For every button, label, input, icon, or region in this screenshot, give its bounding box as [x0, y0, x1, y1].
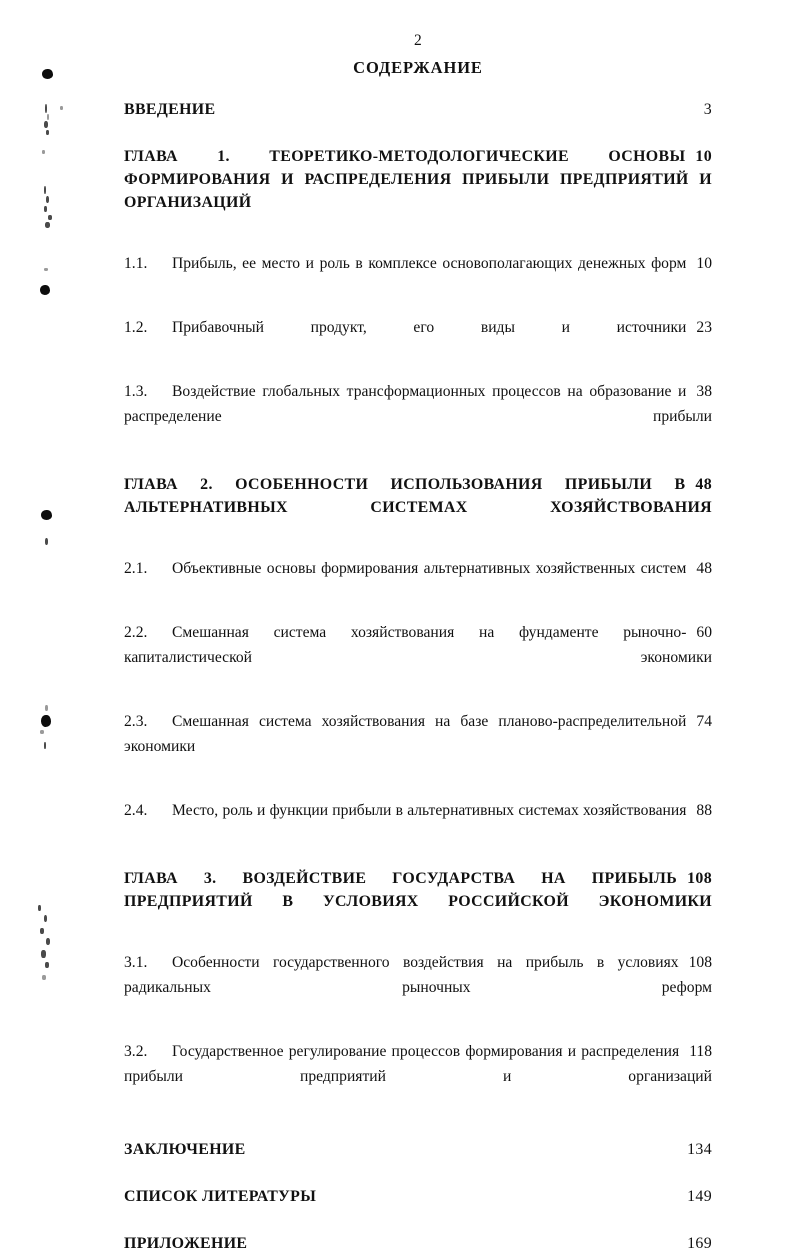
toc-entry-page: 108: [687, 870, 712, 887]
toc-entry-number: 1.2.: [124, 319, 148, 336]
toc-entry-label: Место, роль и функции прибыли в альтернативных системах хозяйствования: [172, 802, 687, 819]
toc-entry-label: ВВЕДЕНИЕ: [124, 101, 216, 118]
scan-artifact-speck: [45, 962, 49, 968]
toc-entry-page: 60: [696, 624, 712, 641]
toc-entry-number: 3.1.: [124, 954, 148, 971]
scan-artifact-blob: [40, 285, 50, 295]
scan-artifact-speck: [41, 950, 46, 958]
toc-entry-bibliography[interactable]: [124, 1185, 712, 1208]
scan-artifact-speck: [48, 215, 52, 220]
page-folio-number: 2: [414, 32, 422, 49]
toc-entry-page: 10: [696, 255, 712, 272]
toc-entry-label: Смешанная система хозяйствования на базе планово-распределительной экономики: [124, 713, 687, 755]
scan-artifact-speck: [44, 186, 46, 194]
scan-artifact-speck: [45, 538, 48, 545]
toc-entry-section-2-2[interactable]: [124, 620, 712, 695]
toc-entry-section-1-1[interactable]: [124, 251, 712, 301]
spacer: [124, 784, 712, 798]
toc-entry-chapter-3[interactable]: [124, 867, 712, 936]
spacer: [124, 606, 712, 620]
spacer: [124, 365, 712, 379]
scan-artifact-blob: [41, 715, 51, 727]
scan-artifact-speck: [45, 222, 50, 228]
toc-entry-conclusion[interactable]: [124, 1138, 712, 1161]
spacer: [124, 1208, 712, 1232]
toc-entry-label: ГЛАВА 2. ОСОБЕННОСТИ ИСПОЛЬЗОВАНИЯ ПРИБЫЛИ В АЛЬТЕРНАТИВНЫХ СИСТЕМАХ ХОЗЯЙСТВОВАНИЯ: [124, 476, 712, 516]
toc-entry-number: 2.3.: [124, 713, 148, 730]
toc-entry-number: 1.3.: [124, 383, 148, 400]
scan-artifact-speck: [46, 196, 49, 203]
scan-artifact-speck: [42, 150, 45, 154]
toc-entry-label: Объективные основы формирования альтернативных хозяйственных систем: [172, 560, 687, 577]
toc-entry-label: Воздействие глобальных трансформационных процессов на образование и распределение прибыли: [124, 383, 712, 425]
scan-artifact-speck: [40, 928, 44, 934]
toc-entry-label: СПИСОК ЛИТЕРАТУРЫ: [124, 1188, 317, 1205]
spacer: [124, 936, 712, 950]
toc-entry-label: ГЛАВА 3. ВОЗДЕЙСТВИЕ ГОСУДАРСТВА НА ПРИБЫЛЬ ПРЕДПРИЯТИЙ В УСЛОВИЯХ РОССИЙСКОЙ ЭКОНОМИКИ: [124, 870, 712, 910]
scan-artifact-speck: [38, 905, 41, 911]
toc-entry-section-3-1[interactable]: [124, 950, 712, 1025]
spacer: [124, 848, 712, 867]
spacer: [124, 542, 712, 556]
toc-entry-page: 88: [696, 802, 712, 819]
toc-entry-page: 48: [696, 560, 712, 577]
spacer: [124, 1114, 712, 1138]
scan-artifact-speck: [45, 705, 48, 711]
toc-entry-label: ЗАКЛЮЧЕНИЕ: [124, 1141, 246, 1158]
scan-artifact-speck: [44, 742, 46, 749]
table-of-contents: [124, 98, 712, 1255]
toc-entry-number: 2.2.: [124, 624, 148, 641]
toc-entry-section-2-3[interactable]: [124, 709, 712, 784]
spacer: [124, 121, 712, 145]
toc-entry-number: 1.1.: [124, 255, 148, 272]
scan-artifact-speck: [44, 121, 48, 128]
toc-entry-section-2-1[interactable]: [124, 556, 712, 606]
toc-entry-page: 169: [687, 1235, 712, 1252]
toc-entry-label: Прибыль, ее место и роль в комплексе основополагающих денежных форм: [172, 255, 687, 272]
spacer: [124, 454, 712, 473]
scan-artifact-speck: [46, 130, 49, 135]
toc-entry-chapter-2[interactable]: [124, 473, 712, 542]
spacer: [124, 1161, 712, 1185]
scan-artifact-speck: [44, 915, 47, 922]
toc-entry-page: 118: [689, 1043, 712, 1060]
toc-entry-label: ГЛАВА 1. ТЕОРЕТИКО-МЕТОДОЛОГИЧЕСКИЕ ОСНОВЫ ФОРМИРОВАНИЯ И РАСПРЕДЕЛЕНИЯ ПРИБЫЛИ ПРЕДПРИЯТИЙ И ОРГАНИЗАЦИЙ: [124, 148, 712, 211]
spacer: [124, 301, 712, 315]
toc-entry-page: 48: [695, 476, 712, 493]
spacer: [124, 695, 712, 709]
scan-artifact-blob: [41, 510, 52, 520]
scan-artifact-speck: [40, 730, 44, 734]
toc-entry-page: 10: [695, 148, 712, 165]
page-title: СОДЕРЖАНИЕ: [353, 58, 483, 77]
toc-entry-label: Особенности государственного воздействия на прибыль в условиях радикальных рыночных реформ: [124, 954, 712, 996]
toc-entry-label: ПРИЛОЖЕНИЕ: [124, 1235, 248, 1252]
spacer: [124, 237, 712, 251]
toc-entry-page: 108: [688, 954, 712, 971]
toc-entry-label: Прибавочный продукт, его виды и источники: [172, 319, 687, 336]
scan-artifact-speck: [45, 104, 47, 113]
toc-entry-page: 149: [687, 1188, 712, 1205]
scan-artifact-speck: [44, 268, 48, 271]
toc-entry-page: 134: [687, 1141, 712, 1158]
scan-artifact-blob: [42, 69, 53, 79]
spacer: [124, 1025, 712, 1039]
toc-entry-introduction[interactable]: [124, 98, 712, 121]
toc-entry-number: 3.2.: [124, 1043, 148, 1060]
toc-entry-number: 2.4.: [124, 802, 148, 819]
toc-entry-number: 2.1.: [124, 560, 148, 577]
toc-entry-label: Смешанная система хозяйствования на фундаменте рыночно-капиталистической экономики: [124, 624, 712, 666]
toc-entry-section-1-2[interactable]: [124, 315, 712, 365]
scan-artifact-speck: [47, 114, 49, 120]
toc-entry-page: 74: [696, 713, 712, 730]
toc-entry-page: 23: [696, 319, 712, 336]
toc-entry-label: Государственное регулирование процессов формирования и распределения прибыли предприятий и организаций: [124, 1043, 712, 1085]
toc-entry-section-1-3[interactable]: [124, 379, 712, 454]
scan-artifact-speck: [60, 106, 63, 110]
toc-entry-appendix[interactable]: [124, 1232, 712, 1255]
scan-artifact-speck: [42, 975, 46, 980]
scan-artifact-speck: [46, 938, 50, 945]
scan-artifact-speck: [44, 206, 47, 212]
toc-entry-chapter-1[interactable]: [124, 145, 712, 237]
toc-entry-page: 38: [696, 383, 712, 400]
toc-entry-section-2-4[interactable]: [124, 798, 712, 848]
toc-entry-page: 3: [703, 101, 712, 118]
toc-entry-section-3-2[interactable]: [124, 1039, 712, 1114]
